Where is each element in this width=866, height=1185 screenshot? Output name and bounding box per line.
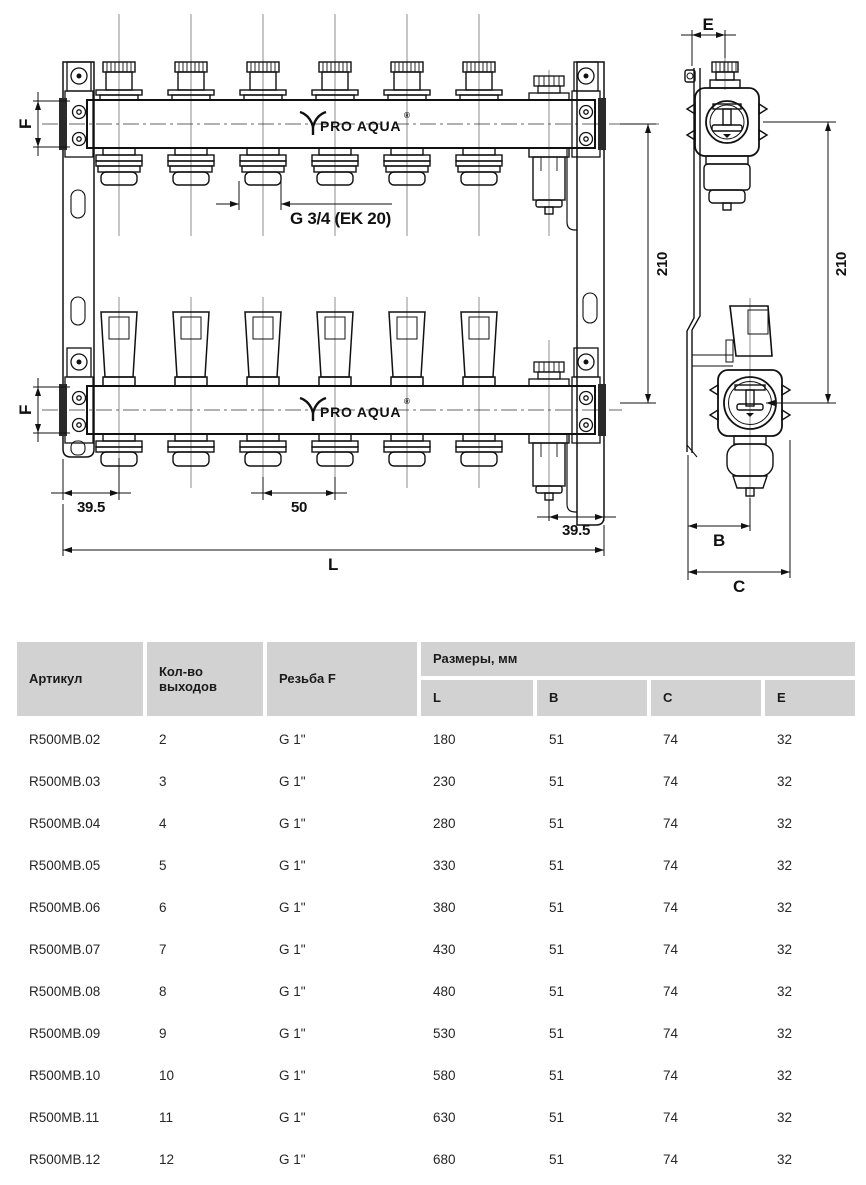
cell-thread: G 1" — [267, 804, 417, 842]
col-header-c: C — [651, 680, 761, 716]
cell-e: 32 — [765, 888, 855, 926]
spec-table-header — [17, 642, 855, 716]
table-row — [17, 1056, 855, 1094]
dim-label-210-side: 210 — [833, 251, 850, 277]
cell-b: 51 — [537, 1140, 647, 1178]
cell-e: 32 — [765, 1098, 855, 1136]
col-header-thread: Резьба F — [267, 642, 417, 716]
dim-label-e: E — [702, 15, 714, 34]
cell-l: 680 — [421, 1140, 533, 1178]
logo-reg-mark: ® — [404, 397, 410, 406]
cell-c: 74 — [651, 720, 761, 758]
cell-l: 580 — [421, 1056, 533, 1094]
cell-l: 430 — [421, 930, 533, 968]
cell-l: 230 — [421, 762, 533, 800]
cell-e: 32 — [765, 762, 855, 800]
cell-e: 32 — [765, 1014, 855, 1052]
col-header-dimensions: Размеры, мм — [421, 642, 855, 676]
cell-thread: G 1" — [267, 1056, 417, 1094]
cell-thread: G 1" — [267, 1140, 417, 1178]
cell-c: 74 — [651, 1098, 761, 1136]
manifold-bars — [87, 100, 595, 434]
cell-outputs: 7 — [147, 930, 263, 968]
spec-table — [13, 638, 859, 1182]
cell-e: 32 — [765, 720, 855, 758]
cell-thread: G 1" — [267, 1098, 417, 1136]
cell-outputs: 6 — [147, 888, 263, 926]
brand-logo-top — [300, 111, 410, 135]
cell-b: 51 — [537, 720, 647, 758]
table-row — [17, 1014, 855, 1052]
side-bracket — [685, 68, 733, 457]
dim-label-210-front: 210 — [654, 251, 671, 277]
cell-l: 480 — [421, 972, 533, 1010]
brand-logo-bottom — [300, 397, 410, 421]
cell-c: 74 — [651, 888, 761, 926]
valve-caps — [96, 62, 502, 100]
bottom-outlets — [96, 434, 502, 466]
dim-label-l: L — [327, 555, 339, 574]
cell-c: 74 — [651, 804, 761, 842]
table-row — [17, 720, 855, 758]
dim-label-thread: G 3/4 (EK 20) — [290, 209, 391, 228]
table-row — [17, 804, 855, 842]
cell-b: 51 — [537, 930, 647, 968]
cell-l: 630 — [421, 1098, 533, 1136]
table-row — [17, 930, 855, 968]
cell-article: R500MB.07 — [17, 930, 143, 968]
cell-article: R500MB.09 — [17, 1014, 143, 1052]
cell-e: 32 — [765, 930, 855, 968]
thermo-handles — [101, 312, 497, 386]
cell-l: 180 — [421, 720, 533, 758]
cell-c: 74 — [651, 846, 761, 884]
cell-outputs: 9 — [147, 1014, 263, 1052]
col-header-article: Артикул — [17, 642, 143, 716]
table-row — [17, 1140, 855, 1178]
cell-article: R500MB.11 — [17, 1098, 143, 1136]
table-row — [17, 1098, 855, 1136]
cell-c: 74 — [651, 930, 761, 968]
cell-thread: G 1" — [267, 972, 417, 1010]
cell-c: 74 — [651, 1056, 761, 1094]
cell-c: 74 — [651, 762, 761, 800]
cell-outputs: 12 — [147, 1140, 263, 1178]
col-header-b: B — [537, 680, 647, 716]
cell-outputs: 11 — [147, 1098, 263, 1136]
cell-e: 32 — [765, 1056, 855, 1094]
front-view — [16, 14, 671, 574]
cell-b: 51 — [537, 972, 647, 1010]
cell-e: 32 — [765, 804, 855, 842]
cell-c: 74 — [651, 1140, 761, 1178]
side-top-assembly — [687, 44, 767, 210]
dim-label-b: B — [713, 531, 725, 550]
table-row — [17, 846, 855, 884]
logo-text: PRO AQUA — [320, 404, 402, 420]
table-row — [17, 972, 855, 1010]
cell-article: R500MB.04 — [17, 804, 143, 842]
cell-outputs: 4 — [147, 804, 263, 842]
spec-table-body — [17, 720, 855, 1178]
cell-l: 530 — [421, 1014, 533, 1052]
col-header-outputs: Кол-во выходов — [147, 642, 263, 716]
dim-label-c: C — [733, 577, 745, 596]
cell-outputs: 10 — [147, 1056, 263, 1094]
cell-outputs: 8 — [147, 972, 263, 1010]
cell-article: R500MB.05 — [17, 846, 143, 884]
dim-label-39-left: 39.5 — [77, 499, 105, 516]
cell-article: R500MB.03 — [17, 762, 143, 800]
cell-article: R500MB.06 — [17, 888, 143, 926]
cell-b: 51 — [537, 1098, 647, 1136]
cell-b: 51 — [537, 762, 647, 800]
dim-label-39-right: 39.5 — [562, 522, 590, 539]
cell-article: R500MB.08 — [17, 972, 143, 1010]
cell-thread: G 1" — [267, 846, 417, 884]
cell-thread: G 1" — [267, 762, 417, 800]
side-view — [681, 15, 850, 596]
cell-l: 330 — [421, 846, 533, 884]
logo-text: PRO AQUA — [320, 118, 402, 134]
top-outlets — [96, 148, 502, 185]
cell-b: 51 — [537, 1014, 647, 1052]
cell-b: 51 — [537, 1056, 647, 1094]
cell-article: R500MB.10 — [17, 1056, 143, 1094]
table-row — [17, 888, 855, 926]
cell-thread: G 1" — [267, 930, 417, 968]
logo-reg-mark: ® — [404, 111, 410, 120]
cell-thread: G 1" — [267, 720, 417, 758]
cell-e: 32 — [765, 846, 855, 884]
col-header-e: E — [765, 680, 855, 716]
cell-c: 74 — [651, 1014, 761, 1052]
cell-b: 51 — [537, 846, 647, 884]
cell-article: R500MB.02 — [17, 720, 143, 758]
cell-thread: G 1" — [267, 1014, 417, 1052]
table-row — [17, 762, 855, 800]
side-bottom-assembly — [710, 298, 790, 498]
dim-label-f-top: F — [16, 118, 35, 130]
cell-outputs: 2 — [147, 720, 263, 758]
cell-e: 32 — [765, 1140, 855, 1178]
cell-l: 280 — [421, 804, 533, 842]
front-dimension-arrows — [35, 101, 651, 553]
cell-b: 51 — [537, 888, 647, 926]
dim-label-50: 50 — [290, 499, 308, 516]
cell-outputs: 3 — [147, 762, 263, 800]
dim-label-f-bottom: F — [16, 404, 35, 416]
cell-b: 51 — [537, 804, 647, 842]
col-header-l: L — [421, 680, 533, 716]
cell-outputs: 5 — [147, 846, 263, 884]
cell-thread: G 1" — [267, 888, 417, 926]
cell-c: 74 — [651, 972, 761, 1010]
cell-article: R500MB.12 — [17, 1140, 143, 1178]
cell-l: 380 — [421, 888, 533, 926]
cell-e: 32 — [765, 972, 855, 1010]
